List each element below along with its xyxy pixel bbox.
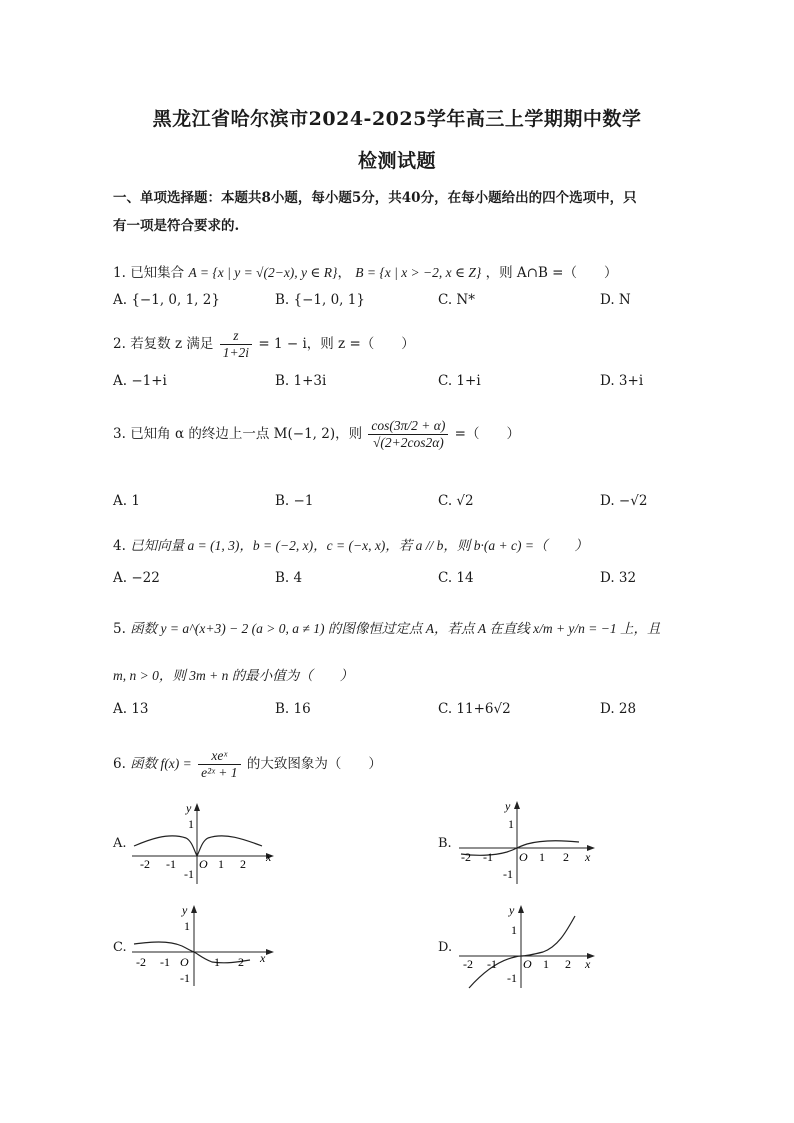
question-text: 已知向量 a = (1, 3)，b = (−2, x)，c = (−x, x)，若 a // b，则 b·(a + c) =（ ） <box>130 538 589 553</box>
question-4 <box>113 534 588 554</box>
x-tick-neg2: -2 <box>140 857 150 871</box>
x-tick-neg1: -1 <box>487 957 497 971</box>
q1-option-d[interactable]: D. N <box>600 292 631 308</box>
question-suffix: ，则 A∩B =（ ） <box>485 265 618 281</box>
y-label: y <box>509 903 515 917</box>
q1-option-b[interactable]: B. {−1, 0, 1} <box>275 292 365 308</box>
question-text: 已知集合 <box>130 265 185 281</box>
graph-c[interactable] <box>128 900 278 988</box>
question-1: 1. 已知集合 A = {x | y = √(2−x), y ∈ R}， B = {x | x > −2, x ∈ Z} ，则 A∩B =（ ） <box>113 265 618 281</box>
origin-label: O <box>180 955 189 969</box>
question-text: 函数 y = a^(x+3) − 2 (a > 0, a ≠ 1) 的图像恒过定点 A，若点 A 在直线 x/m + y/n = −1 上，且 <box>130 621 661 636</box>
section-heading-line1: 一、单项选择题：本题共8小题，每小题5分，共40分，在每小题给出的四个选项中，只 <box>113 190 637 206</box>
x-tick-neg1: -1 <box>166 857 176 871</box>
fraction-denominator: 1+2i <box>222 345 250 361</box>
fraction-numerator: z <box>220 328 252 345</box>
q2-option-d[interactable]: D. 3+i <box>600 373 644 389</box>
section-heading-line2: 有一项是符合要求的. <box>113 218 240 234</box>
y-axis-arrow <box>514 801 520 809</box>
q5-option-d[interactable]: D. 28 <box>600 701 637 717</box>
question-2 <box>113 328 415 361</box>
y-tick-1: 1 <box>188 817 194 831</box>
x-tick-neg2: -2 <box>136 955 146 969</box>
question-text: 函数 f(x) = <box>130 756 192 772</box>
fraction-denominator: e²ˣ + 1 <box>201 765 238 781</box>
x-label: x <box>585 957 591 971</box>
fraction-numerator: cos(3π/2 + α) <box>368 418 448 435</box>
q6-option-b[interactable]: B. <box>438 836 452 851</box>
y-tick-neg1: -1 <box>184 867 194 881</box>
question-6 <box>113 748 382 781</box>
question-number: 4. <box>113 538 126 554</box>
graph-d[interactable] <box>455 900 605 990</box>
q4-option-a[interactable]: A. −22 <box>113 570 160 586</box>
q1-option-c[interactable]: C. N* <box>438 292 475 308</box>
q5-option-b[interactable]: B. 16 <box>275 701 311 717</box>
y-label: y <box>505 799 511 813</box>
question-text: m, n > 0，则 3m + n 的最小值为（ ） <box>113 668 354 683</box>
x-tick-neg2: -2 <box>463 957 473 971</box>
y-label: y <box>186 801 192 815</box>
fraction <box>220 328 252 361</box>
question-number: 6. <box>113 756 126 773</box>
fraction <box>198 748 240 781</box>
fraction-numerator: xeˣ <box>198 748 240 765</box>
q3-option-a[interactable]: A. 1 <box>113 493 140 509</box>
q5-option-c[interactable]: C. 11+6√2 <box>438 701 511 717</box>
graph-b[interactable] <box>455 798 605 886</box>
q6-option-a[interactable]: A. <box>113 836 127 851</box>
question-number: 2. <box>113 336 126 353</box>
x-tick-2: 2 <box>240 857 246 871</box>
x-tick-neg2: -2 <box>461 850 471 864</box>
question-5-line2 <box>113 664 353 684</box>
question-text: 已知角 α 的终边上一点 M(−1, 2)，则 <box>130 426 363 443</box>
question-5-line1 <box>113 617 661 637</box>
q5-option-a[interactable]: A. 13 <box>113 701 149 717</box>
x-tick-1: 1 <box>539 850 545 864</box>
q2-option-c[interactable]: C. 1+i <box>438 373 481 389</box>
question-suffix: 的大致图象为（ ） <box>246 756 382 773</box>
y-tick-neg1: -1 <box>180 971 190 985</box>
y-tick-neg1: -1 <box>503 867 513 881</box>
q4-option-b[interactable]: B. 4 <box>275 570 303 586</box>
q4-option-c[interactable]: C. 14 <box>438 570 474 586</box>
q2-option-a[interactable]: A. −1+i <box>113 373 167 389</box>
origin-label: O <box>523 957 532 971</box>
q1-option-a[interactable]: A. {−1, 0, 1, 2} <box>113 292 220 308</box>
q3-option-d[interactable]: D. −√2 <box>600 493 648 509</box>
q6-option-d[interactable]: D. <box>438 940 453 955</box>
set-b: B = {x | x > −2, x ∈ Z} <box>355 265 482 280</box>
y-tick-1: 1 <box>184 919 190 933</box>
x-tick-2: 2 <box>238 955 244 969</box>
origin-label: O <box>199 857 208 871</box>
fraction <box>368 418 448 451</box>
curve <box>469 916 575 988</box>
page-subtitle: 检测试题 <box>357 150 436 172</box>
q3-option-b[interactable]: B. −1 <box>275 493 314 509</box>
page-title: 黑龙江省哈尔滨市2024-2025学年高三上学期期中数学 <box>152 108 642 130</box>
x-tick-1: 1 <box>214 955 220 969</box>
x-tick-neg1: -1 <box>483 850 493 864</box>
fraction-denominator: √(2+2cos2α) <box>372 435 444 451</box>
x-label: x <box>585 850 591 864</box>
q2-option-b[interactable]: B. 1+3i <box>275 373 327 389</box>
y-axis-arrow <box>194 803 200 811</box>
question-number: 5. <box>113 621 126 637</box>
question-text: 若复数 z 满足 <box>130 336 214 353</box>
q3-option-c[interactable]: C. √2 <box>438 493 474 509</box>
q6-option-c[interactable]: C. <box>113 940 127 955</box>
x-tick-1: 1 <box>218 857 224 871</box>
curve <box>134 836 262 856</box>
x-tick-neg1: -1 <box>160 955 170 969</box>
set-a: A = {x | y = √(2−x), y ∈ R} <box>188 265 338 280</box>
y-label: y <box>182 903 188 917</box>
question-suffix: = 1 − i，则 z =（ ） <box>258 336 415 353</box>
x-tick-2: 2 <box>565 957 571 971</box>
question-suffix: =（ ） <box>454 426 520 443</box>
origin-label: O <box>519 850 528 864</box>
graph-a[interactable] <box>128 798 278 886</box>
x-label: x <box>266 850 272 864</box>
q4-option-d[interactable]: D. 32 <box>600 570 637 586</box>
x-axis-arrow <box>266 949 274 955</box>
y-tick-neg1: -1 <box>507 971 517 985</box>
question-number: 3. <box>113 426 126 443</box>
x-tick-2: 2 <box>563 850 569 864</box>
y-axis-arrow <box>191 905 197 913</box>
x-tick-1: 1 <box>543 957 549 971</box>
x-label: x <box>260 951 266 965</box>
y-tick-1: 1 <box>511 923 517 937</box>
y-tick-1: 1 <box>508 817 514 831</box>
question-3 <box>113 418 520 451</box>
y-axis-arrow <box>518 905 524 913</box>
question-number: 1. <box>113 265 126 281</box>
